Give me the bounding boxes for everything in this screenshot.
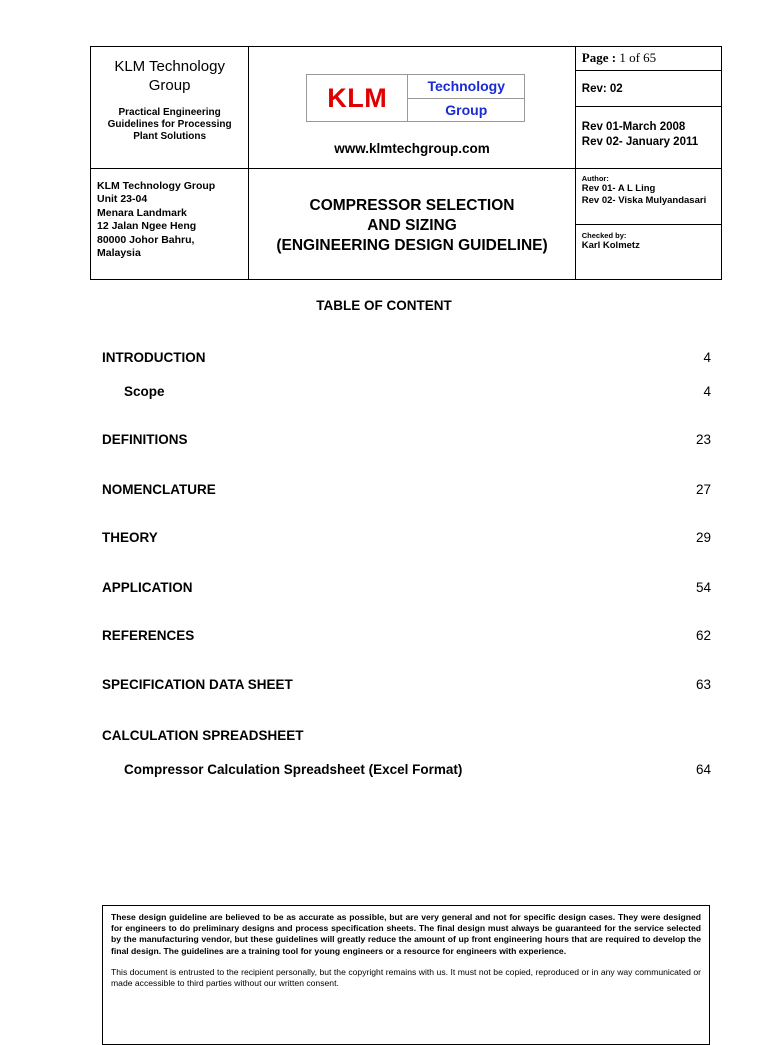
- page-label: Page :: [581, 50, 617, 65]
- author-label: Author:: [581, 173, 609, 183]
- toc-page-number: 29: [695, 530, 711, 545]
- title-line: (ENGINEERING DESIGN GUIDELINE): [276, 237, 548, 255]
- document-header-table: [90, 46, 722, 280]
- toc-page-number: 4: [703, 384, 711, 399]
- address-line: 12 Jalan Ngee Heng: [97, 220, 197, 233]
- toc-entry-specification-data-sheet[interactable]: SPECIFICATION DATA SHEET: [102, 677, 293, 692]
- address-line: KLM Technology Group: [97, 179, 216, 192]
- page-value: 1 of 65: [619, 50, 657, 65]
- toc-page-number: 64: [695, 762, 711, 777]
- document-title: [249, 196, 575, 256]
- toc-entry-introduction[interactable]: INTRODUCTION: [102, 350, 206, 365]
- copyright-notice: This document is entrusted to the recipient personally, but the copyright remains with us. It must not be copied, reproduced or in any way communicated or made accessible to third parties without our written consent.: [111, 966, 701, 989]
- revision-number: Rev: 02: [576, 71, 721, 107]
- address-line: Menara Landmark: [97, 206, 187, 219]
- logo-klm-text: KLM: [327, 82, 388, 113]
- address-line: 80000 Johor Bahru,: [97, 233, 195, 246]
- toc-entry-application[interactable]: APPLICATION: [102, 580, 193, 595]
- checked-by: Karl Kolmetz: [581, 239, 640, 251]
- toc-page-number: 27: [695, 482, 711, 497]
- toc-entry-nomenclature[interactable]: NOMENCLATURE: [102, 482, 216, 497]
- logo-cell: [249, 47, 576, 169]
- revision-cell: [575, 47, 721, 169]
- toc-page-number: 62: [695, 628, 711, 643]
- website-link[interactable]: www.klmtechgroup.com: [334, 141, 490, 156]
- checked-label: Checked by:: [581, 230, 627, 240]
- revision-history-item: Rev 02- January 2011: [581, 136, 699, 148]
- toc-entry-compressor-calculation-spreadsheet[interactable]: Compressor Calculation Spreadsheet (Excel Format): [124, 762, 463, 777]
- author-line: Rev 01- A L Ling: [581, 182, 656, 194]
- address-line: Malaysia: [97, 247, 141, 260]
- disclaimer-paragraph: These design guideline are believed to be as accurate as possible, but are very general and not for specific design cases. They were designed for engineers to do preliminary designs and process specification sheets. The final design must always be guaranteed for the service selected by the manufacturing vendor, but these guidelines will greatly reduce the amount of up front engineering hours that are required to develop the final design. The guidelines are a training tool for young engineers or a resource for engineers with experience.: [111, 912, 701, 956]
- disclaimer-box: [102, 905, 710, 1045]
- toc-entry-references[interactable]: REFERENCES: [102, 628, 195, 643]
- revision-history: [582, 120, 698, 150]
- company-tagline: Practical Engineering Guidelines for Processing Plant Solutions: [107, 107, 232, 142]
- toc-entry-theory[interactable]: THEORY: [102, 530, 158, 545]
- toc-page-number: 4: [703, 350, 711, 365]
- checked-block: [582, 231, 640, 252]
- toc-page-number: 54: [695, 580, 711, 595]
- logo-group-text: Group: [407, 98, 524, 122]
- company-cell: [91, 47, 249, 169]
- company-name: KLM Technology Group: [114, 58, 225, 94]
- toc-page-number: 63: [695, 677, 711, 692]
- toc-entry-definitions[interactable]: DEFINITIONS: [102, 432, 188, 447]
- toc-entry-scope[interactable]: Scope: [124, 384, 165, 399]
- page-number: [576, 47, 721, 71]
- author-line: Rev 02- Viska Mulyandasari: [581, 194, 707, 206]
- title-line: COMPRESSOR SELECTION: [309, 197, 515, 215]
- author-cell: [575, 168, 721, 279]
- address-cell: [91, 168, 249, 279]
- klm-logo: [306, 74, 525, 122]
- logo-technology-text: Technology: [407, 75, 524, 98]
- title-line: AND SIZING: [367, 217, 457, 235]
- toc-heading: TABLE OF CONTENT: [316, 298, 452, 313]
- toc-entry-calculation-spreadsheet[interactable]: CALCULATION SPREADSHEET: [102, 728, 304, 743]
- toc-page-number: 23: [695, 432, 711, 447]
- company-address: [91, 169, 248, 261]
- author-block: [576, 169, 721, 225]
- revision-history-item: Rev 01-March 2008: [581, 121, 686, 133]
- title-cell: [249, 168, 576, 279]
- address-line: Unit 23-04: [97, 193, 148, 206]
